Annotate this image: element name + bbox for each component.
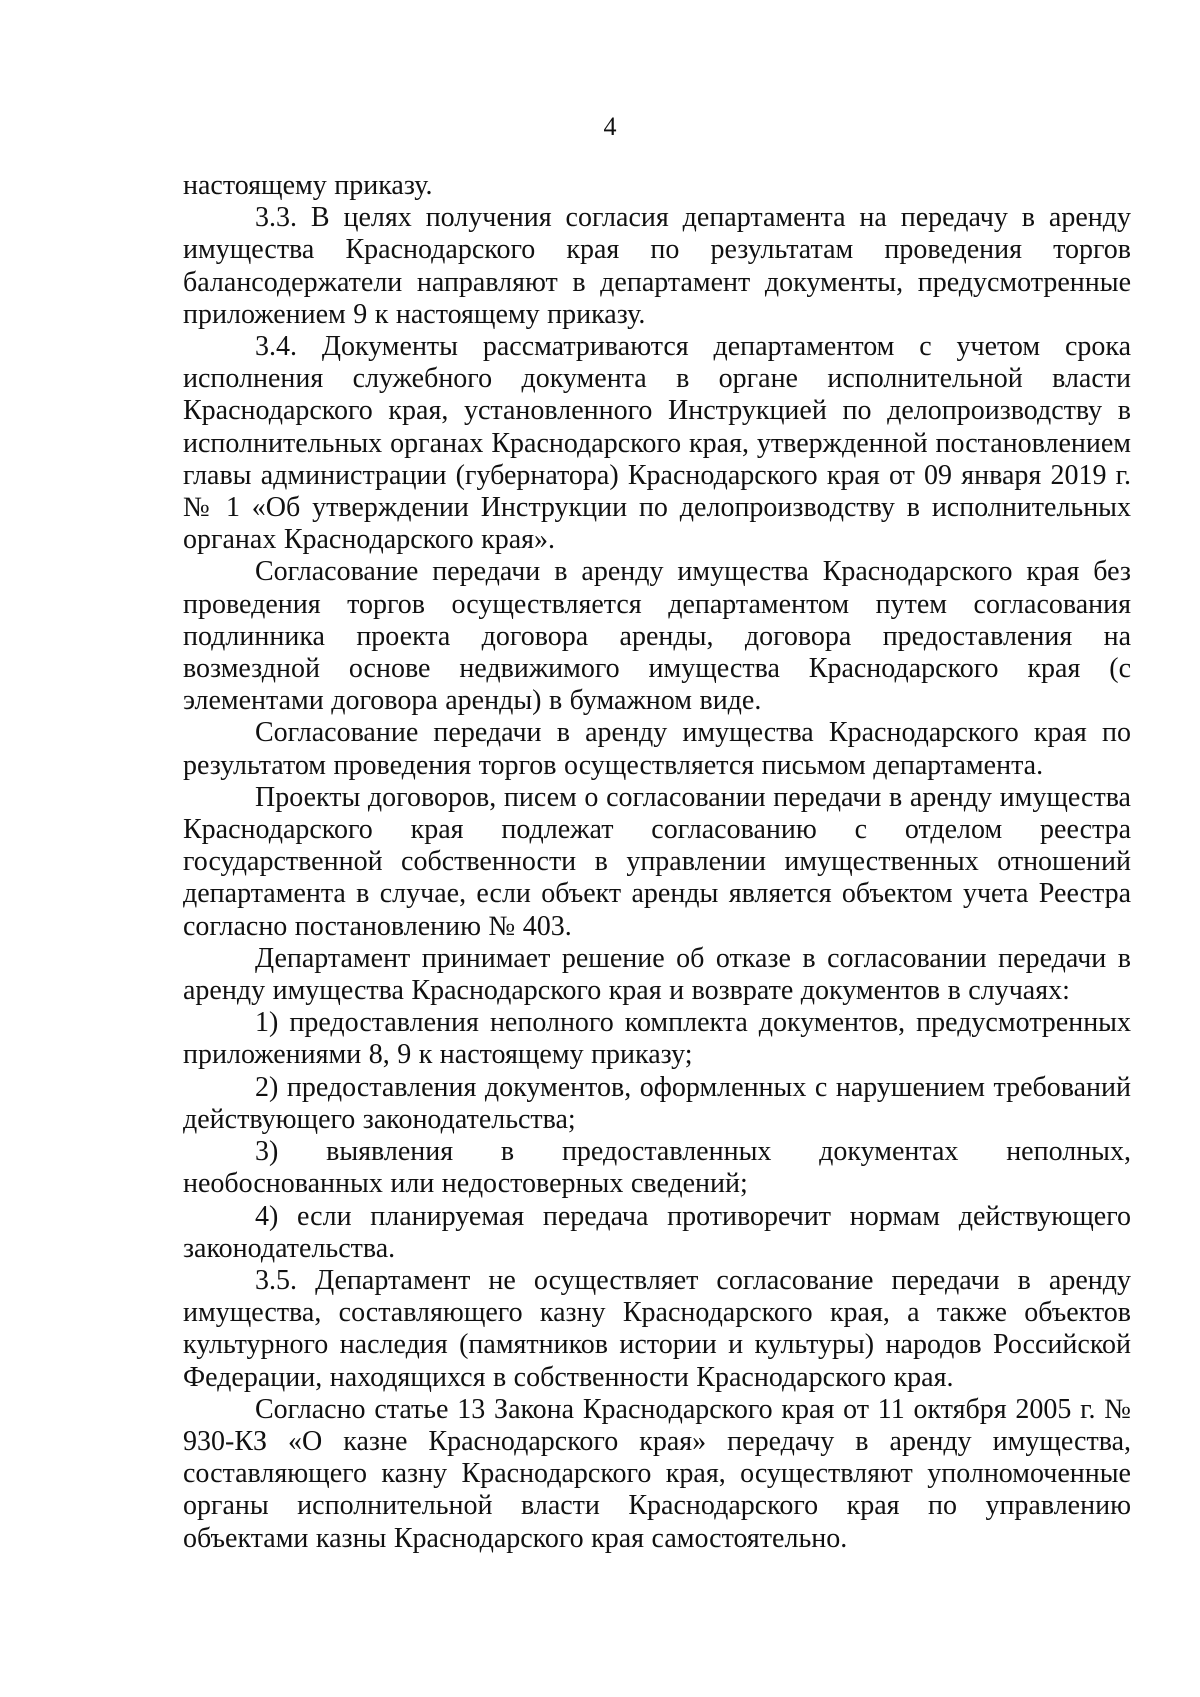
paragraph-law-reference: Согласно статье 13 Закона Краснодарского края от 11 октября 2005 г. № 930-КЗ «О казне Краснодарского края» передачу в аренду имущества, составляющего казну Краснодарского края, осуществляют уполномоченные органы исполнительной власти Краснодарского края по управлению объектами казны Краснодарского края самостоятельно. (183, 1393, 1131, 1554)
document-body (183, 170, 1131, 1555)
paragraph-3-5: 3.5. Департамент не осуществляет согласование передачи в аренду имущества, составляющего казну Краснодарского края, а также объектов культурного наследия (памятников истории и культуры) народов Российской Федерации, находящихся в собственности Краснодарского края. (183, 1264, 1131, 1393)
paragraph-draft-contracts: Проекты договоров, писем о согласовании передачи в аренду имущества Краснодарского края подлежат согласованию с отделом реестра государственной собственности в управлении имущественных отношений департамента в случае, если объект аренды является объектом учета Реестра согласно постановлению № 403. (183, 781, 1131, 942)
paragraph-approval-after-auction: Согласование передачи в аренду имущества Краснодарского края по результатом проведения торгов осуществляется письмом департамента. (183, 717, 1131, 781)
list-item-4: 4) если планируемая передача противоречит нормам действующего законодательства. (183, 1200, 1131, 1264)
list-item-2: 2) предоставления документов, оформленных с нарушением требований действующего законодательства; (183, 1071, 1131, 1135)
page-number: 4 (603, 112, 617, 141)
paragraph-refusal-decision: Департамент принимает решение об отказе в согласовании передачи в аренду имущества Краснодарского края и возврате документов в случаях: (183, 942, 1131, 1007)
paragraph-3-4: 3.4. Документы рассматриваются департаментом с учетом срока исполнения служебного документа в органе исполнительной власти Краснодарского края, установленного Инструкцией по делопроизводству в исполнительных органах Краснодарского края, утвержденной постановлением главы администрации (губернатора) Краснодарского края от 09 января 2019 г. № 1 «Об утверждении Инструкции по делопроизводству в исполнительных органах Краснодарского края». (183, 331, 1131, 556)
paragraph-approval-without-auction: Согласование передачи в аренду имущества Краснодарского края без проведения торгов осуществляется департаментом путем согласования подлинника проекта договора аренды, договора предоставления на возмездной основе недвижимого имущества Краснодарского края (с элементами договора аренды) в бумажном виде. (183, 556, 1131, 717)
paragraph-continuation: настоящему приказу. (183, 170, 433, 201)
list-item-3: 3) выявления в предоставленных документах неполных, необоснованных или недостоверных сведений; (183, 1136, 1131, 1200)
list-item-1: 1) предоставления неполного комплекта документов, предусмотренных приложениями 8, 9 к настоящему приказу; (183, 1007, 1131, 1071)
paragraph-3-3: 3.3. В целях получения согласия департамента на передачу в аренду имущества Краснодарского края по результатам проведения торгов балансодержатели направляют в департамент документы, предусмотренные приложением 9 к настоящему приказу. (183, 202, 1131, 330)
